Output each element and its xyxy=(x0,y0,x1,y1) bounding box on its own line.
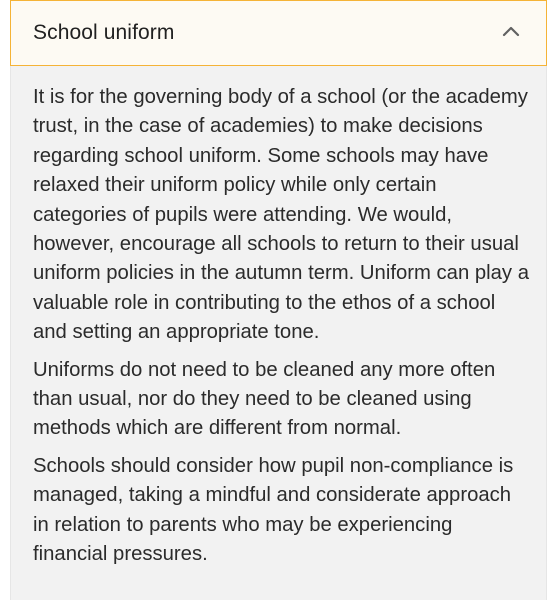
content-paragraph: Uniforms do not need to be cleaned any more often than usual, nor do they need to be cleaned using methods which are different from normal. xyxy=(33,358,496,440)
content-paragraph: It is for the governing body of a school (or the academy trust, in the case of academies) to make decisions regarding school uniform. Some schools may have relaxed their uniform policy while only certain categories of pupils were attending. We would, however, encourage all schools to return to their usual uniform policies in the autumn term. Uniform can play a valuable role in contributing to the ethos of a school and setting an appropriate tone. xyxy=(33,86,529,344)
accordion-content xyxy=(10,66,547,600)
accordion-header-toggle[interactable] xyxy=(10,0,547,66)
content-paragraph: Schools should consider how pupil non-compliance is managed, taking a mindful and considerate approach in relation to parents who may be experiencing financial pressures. xyxy=(33,454,514,566)
accordion-title: School uniform xyxy=(33,21,175,44)
chevron-up-icon[interactable] xyxy=(502,25,520,37)
